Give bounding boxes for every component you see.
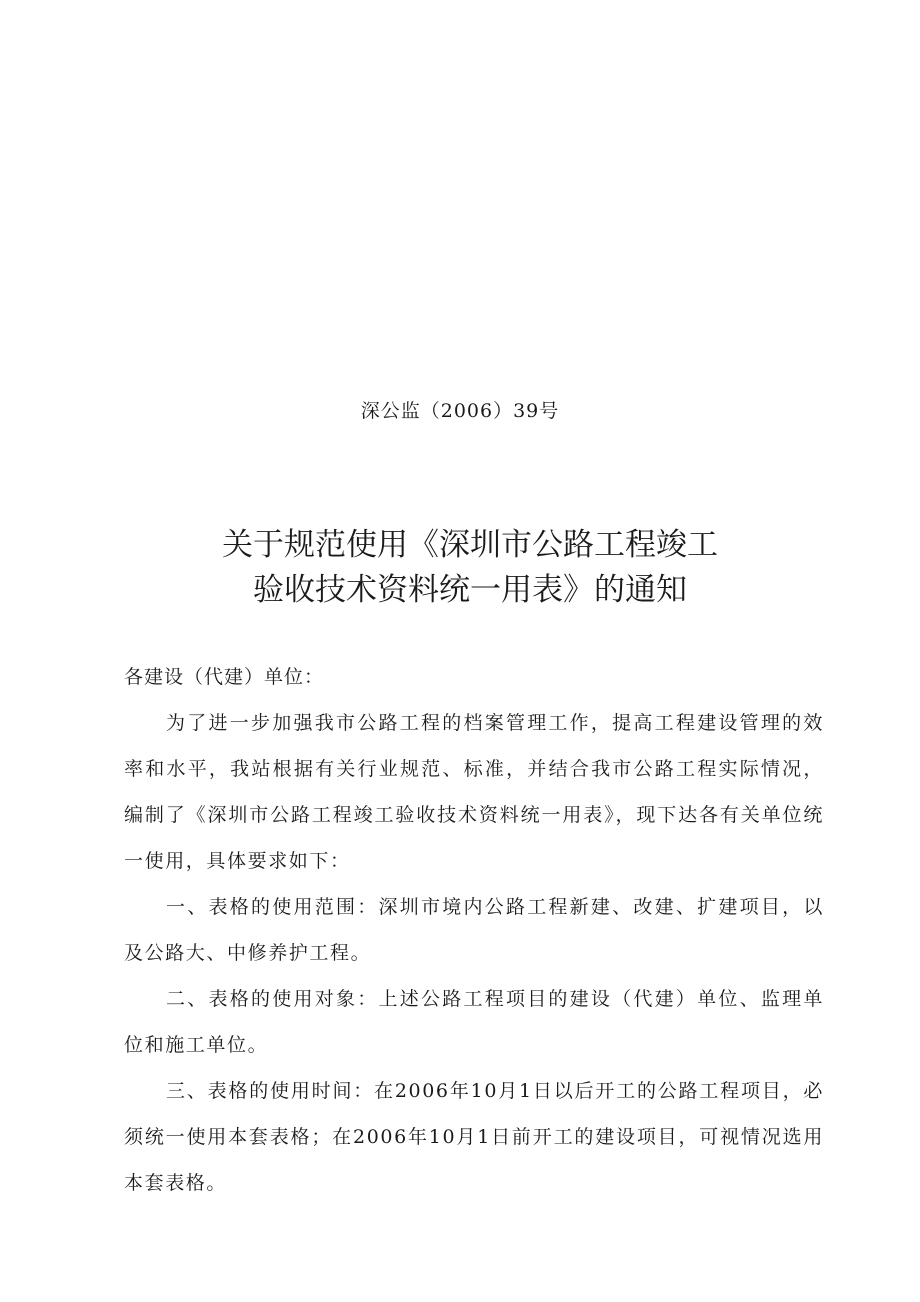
paragraph-intro: 为了进一步加强我市公路工程的档案管理工作，提高工程建设管理的效率和水平，我站根据有关行业规范、标准，并结合我市公路工程实际情况，编制了《深圳市公路工程竣工验收技术资料统一用表》，现下达各有关单位统一使用，具体要求如下： — [124, 712, 824, 872]
paragraph-timing: 三、表格的使用时间：在2006年10月1日以后开工的公路工程项目，必须统一使用本套表格；在2006年10月1日前开工的建设项目，可视情况选用本套表格。 — [124, 1080, 824, 1194]
document-title — [0, 523, 920, 613]
paragraph-users: 二、表格的使用对象：上述公路工程项目的建设（代建）单位、监理单位和施工单位。 — [124, 988, 824, 1056]
document-number: 深公监（2006）39号 — [360, 400, 560, 422]
title-line-1: 关于规范使用《深圳市公路工程竣工 — [222, 527, 718, 563]
paragraph-scope: 一、表格的使用范围：深圳市境内公路工程新建、改建、扩建项目，以及公路大、中修养护工程。 — [124, 896, 824, 964]
body-text — [124, 700, 824, 1206]
title-line-2: 验收技术资料统一用表》的通知 — [253, 572, 687, 608]
salutation: 各建设（代建）单位： — [124, 666, 325, 688]
